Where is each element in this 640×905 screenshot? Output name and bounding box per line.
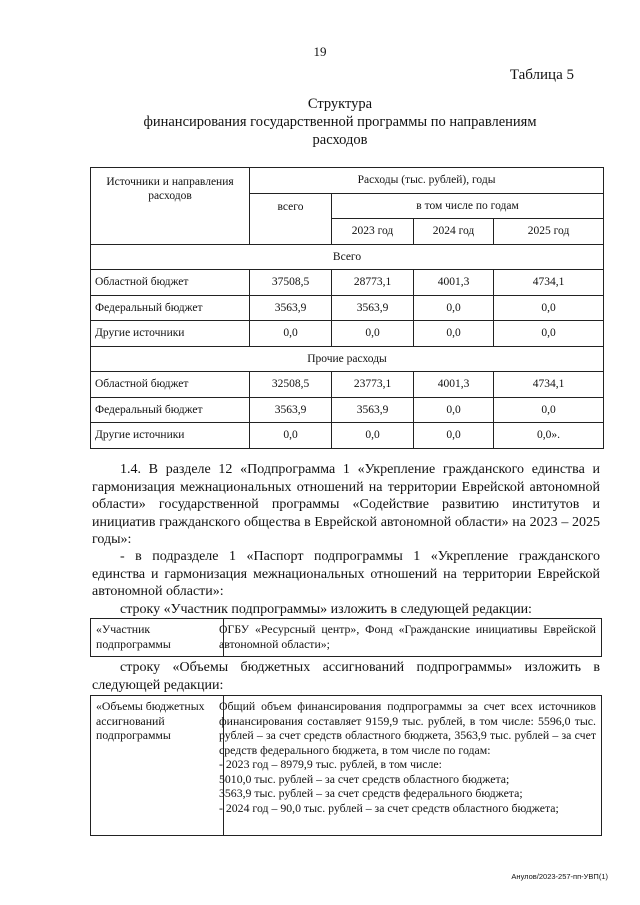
table-row	[91, 397, 604, 423]
cell-2023: 0,0	[332, 321, 414, 347]
participant-label: «Участник подпрограммы	[91, 619, 224, 656]
cell-2024: 4001,3	[414, 270, 494, 296]
row-label: Областной бюджет	[91, 372, 250, 398]
cell-2024: 0,0	[414, 397, 494, 423]
cell-2023: 3563,9	[332, 397, 414, 423]
volumes-label: «Объемы бюджетных ассигнований подпрограммы	[91, 696, 224, 835]
paragraph-subsection: - в подразделе 1 «Паспорт подпрограммы 1 «Укрепление гражданского единства и гармонизация межнациональных отношений на территории Еврейской автономной области»:	[92, 549, 600, 599]
volumes-line-2023-regional: 5010,0 тыс. рублей – за счет средств областного бюджета;	[219, 771, 510, 786]
participant-box	[90, 618, 602, 657]
cell-2023: 23773,1	[332, 372, 414, 398]
row-label: Другие источники	[91, 321, 250, 347]
paragraph-participant: строку «Участник подпрограммы» изложить в следующей редакции:	[120, 602, 532, 617]
cell-2024: 0,0	[414, 423, 494, 449]
cell-2024: 4001,3	[414, 372, 494, 398]
title-line-1: Структура	[307, 96, 373, 112]
cell-total: 3563,9	[250, 295, 332, 321]
header-year-2023: 2023 год	[332, 219, 414, 245]
cell-2025: 0,0».	[494, 423, 604, 449]
page-number: 19	[313, 44, 327, 59]
cell-2025: 0,0	[494, 321, 604, 347]
paragraph-1-4: 1.4. В разделе 12 «Подпрограмма 1 «Укрепление гражданского единства и гармонизация межнациональных отношений на территории Еврейской автономной области» государственной программы «Содействие развитию институтов и инициатив гражданского общества в Еврейской автономной области» на 2023 – 2025 годы»:	[92, 462, 600, 547]
table-row	[91, 295, 604, 321]
header-spending: Расходы (тыс. рублей), годы	[250, 168, 604, 194]
cell-2025: 4734,1	[494, 270, 604, 296]
title-line-2: финансирования государственной программы по направлениям	[143, 114, 537, 130]
cell-2023: 0,0	[332, 423, 414, 449]
volumes-box	[90, 695, 602, 836]
volumes-line-2023: - 2023 год – 8979,9 тыс. рублей, в том числе:	[219, 757, 442, 771]
section-other-expenses: Прочие расходы	[91, 346, 604, 372]
cell-2025: 4734,1	[494, 372, 604, 398]
volumes-content	[214, 696, 601, 835]
cell-total: 37508,5	[250, 270, 332, 296]
participant-value: ОГБУ «Ресурсный центр», Фонд «Гражданские инициативы Еврейской автономной области»;	[219, 622, 596, 651]
row-label: Областной бюджет	[91, 270, 250, 296]
table-row	[91, 270, 604, 296]
cell-2025: 0,0	[494, 295, 604, 321]
header-year-2025: 2025 год	[494, 219, 604, 245]
document-footer-code: Анулов/2023-257-пп-УВП(1)	[511, 872, 608, 881]
volumes-text: Общий объем финансирования подпрограммы за счет всех источников финансирования составляет 9159,9 тыс. рублей, в том числе: 5596,0 тыс. рублей – за счет средств областного бюджета, 3563,9 тыс. рублей – за счет средств федерального бюджета, в том числе по годам:	[219, 699, 596, 757]
volumes-line-2023-federal: 3563,9 тыс. рублей – за счет средств федерального бюджета;	[219, 786, 523, 800]
cell-2025: 0,0	[494, 397, 604, 423]
cell-2024: 0,0	[414, 295, 494, 321]
header-year-2024: 2024 год	[414, 219, 494, 245]
volumes-line-2024: - 2024 год – 90,0 тыс. рублей – за счет средств областного бюджета;	[219, 800, 559, 815]
row-label: Другие источники	[91, 423, 250, 449]
title-line-3: расходов	[312, 132, 368, 148]
table-row	[91, 372, 604, 398]
financing-structure-table	[90, 167, 604, 449]
cell-total: 3563,9	[250, 397, 332, 423]
header-sources: Источники и направления расходов	[91, 168, 250, 245]
cell-2023: 28773,1	[332, 270, 414, 296]
row-label: Федеральный бюджет	[91, 397, 250, 423]
paragraph-volumes: строку «Объемы бюджетных ассигнований подпрограммы» изложить в следующей редакции:	[92, 660, 600, 693]
cell-total: 0,0	[250, 423, 332, 449]
table-number: Таблица 5	[509, 67, 574, 83]
cell-2023: 3563,9	[332, 295, 414, 321]
section-total: Всего	[91, 244, 604, 270]
table-row	[91, 423, 604, 449]
cell-total: 32508,5	[250, 372, 332, 398]
row-label: Федеральный бюджет	[91, 295, 250, 321]
header-total: всего	[250, 193, 332, 244]
cell-2024: 0,0	[414, 321, 494, 347]
header-by-years: в том числе по годам	[332, 193, 604, 219]
cell-total: 0,0	[250, 321, 332, 347]
table-row	[91, 321, 604, 347]
